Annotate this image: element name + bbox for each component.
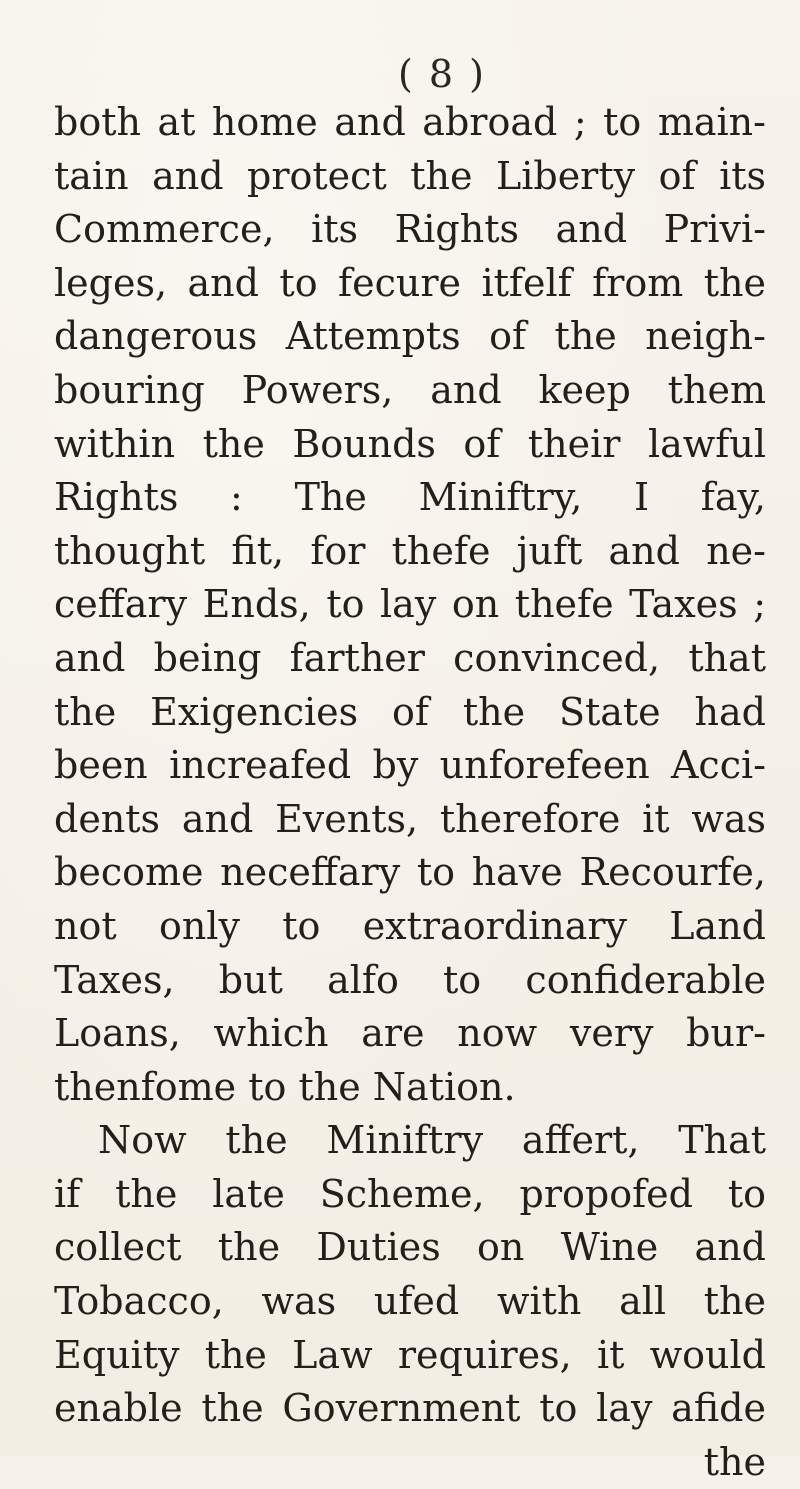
text-line: Equity the Law requires, it would [54,1332,766,1377]
text-line: the Exigencies of the State had [54,689,766,734]
text-line: dangerous Attempts of the neigh- [54,314,766,359]
text-line: dents and Events, therefore it was [54,796,766,841]
text-line: Commerce, its Rights and Privi- [54,207,766,252]
text-line: thought fit, for thefe juft and ne- [54,528,766,573]
text-line: collect the Duties on Wine and [54,1225,766,1270]
page-number: ( 8 ) [398,52,486,96]
catchword: the [703,1439,766,1484]
body-text [54,96,766,1489]
text-line: Rights : The Miniftry, I fay, [54,475,766,520]
text-line: within the Bounds of their lawful [54,421,766,466]
text-line: both at home and abroad ; to main- [54,100,766,144]
text-line: Loans, which are now very bur- [54,1011,766,1056]
text-line: leges, and to fecure itfelf from the [54,260,766,305]
text-line: thenfome to the Nation. [54,1064,516,1109]
paragraph-first-line: Now the Miniftry affert, That [98,1118,766,1163]
text-line: tain and protect the Liberty of its [54,153,766,198]
text-line: become neceffary to have Recourfe, [54,850,766,895]
text-line: and being farther convinced, that [54,635,766,680]
text-line: not only to extraordinary Land [54,903,766,948]
text-line: bouring Powers, and keep them [54,367,766,412]
text-line: if the late Scheme, propofed to [54,1171,766,1216]
text-line: Tobacco, was ufed with all the [54,1279,766,1324]
text-line: ceffary Ends, to lay on thefe Taxes ; [54,582,766,627]
text-line: Taxes, but alfo to confiderable [54,957,766,1002]
text-line: enable the Government to lay afide [54,1386,766,1431]
text-line: been increafed by unforefeen Acci- [54,743,766,788]
